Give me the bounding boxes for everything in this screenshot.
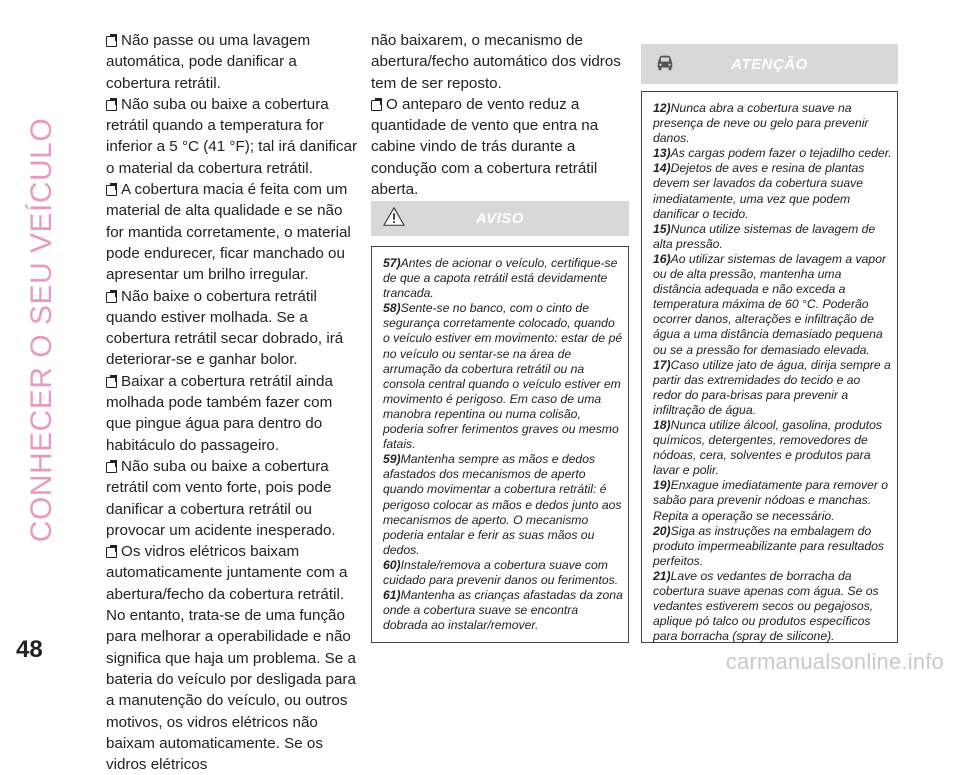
manual-bookmark-icon (371, 99, 383, 110)
aviso-header (371, 201, 629, 236)
atencao-note: 18)Nunca utilize álcool, gasolina, produtos químicos, detergentes, removedores de nódoas, cera, solventes e produtos para lavar e polir. (653, 417, 883, 478)
manual-bookmark-icon (106, 376, 118, 387)
manual-bookmark-icon (106, 546, 118, 557)
atencao-note: 14)Dejetos de aves e resina de plantas devem ser lavados da cobertura suave imediatamente, uma vez que podem danificar o tecido. (653, 161, 865, 221)
paragraph: Não suba ou baixe a cobertura retrátil quando a temperatura for inferior a 5 °C (41 °F); tal irá danificar o material da cobertura retrátil. (106, 95, 358, 177)
aviso-title: AVISO (475, 210, 525, 227)
paragraph: Os vidros elétricos baixam automaticamente juntamente com a abertura/fecho da cobertura retrátil. No entanto, trata-se de uma função para melhorar a operabilidade e não significa que haja um problema. Se a bateria do veículo por desligada para a manutenção do veículo, ou outros motivos, os vidros elétricos não baixam automaticamente. Se os vidros elétricos (106, 543, 356, 774)
aviso-note: 60)Instale/remova a cobertura suave com cuidado para prevenir danos ou ferimentos. (383, 557, 619, 587)
atencao-header (641, 44, 898, 84)
atencao-note: 17)Caso utilize jato de água, dirija sempre a partir das extremidades do tecido e ao redor do para-brisas para prevenir a infiltração de água. (653, 357, 891, 417)
paragraph: Não baixe o cobertura retrátil quando estiver molhada. Se a cobertura retrátil secar dobrado, irá deteriorar-se e ganhar bolor. (106, 287, 344, 369)
atencao-note: 13)As cargas podem fazer o tejadilho ceder. (653, 146, 892, 161)
manual-bookmark-icon (106, 184, 118, 195)
atencao-title: ATENÇÃO (731, 56, 808, 73)
paragraph: Não suba ou baixe a cobertura retrátil com vento forte, pois pode danificar a cobertura retrátil ou provocar um acidente inesperado. (106, 457, 336, 539)
atencao-note: 12)Nunca abra a cobertura suave na presença de neve ou gelo para prevenir danos. (653, 101, 869, 146)
manual-bookmark-icon (106, 461, 118, 472)
atencao-note: 20)Siga as instruções na embalagem do produto impermeabilizante para resultados perfeitos. (653, 523, 885, 568)
atencao-box (641, 91, 898, 643)
atencao-note: 19)Enxague imediatamente para remover o sabão para prevenir nódoas e manchas. Repita a operação se necessário. (653, 478, 889, 523)
paragraph: A cobertura macia é feita com um material de alta qualidade e se não for mantida corretamente, o material pode endurecer, ficar manchado ou apresentar um brilho irregular. (106, 181, 351, 284)
aviso-note: 61)Mantenha as crianças afastadas da zona onde a cobertura suave se encontra dobrada ao instalar/remover. (383, 588, 623, 633)
aviso-box (371, 246, 629, 643)
aviso-note: 59)Mantenha sempre as mãos e dedos afastados dos mecanismos de aperto quando movimentar a cobertura retrátil: é perigoso colocar as mãos e dedos junto aos mecanismos de aperto. O mecanismo poderia entalar e ferir as suas mãos ou dedos. (383, 452, 622, 557)
atencao-note: 15)Nunca utilize sistemas de lavagem de alta pressão. (653, 221, 876, 251)
aviso-note: 58)Sente-se no banco, com o cinto de segurança corretamente colocado, quando o veículo estiver em movimento: estar de pé no veículo ou sentar-se na área de arrumação da cobertura retrátil ou na consola central quando o veículo estiver em movimento é perigoso. Em caso de uma manobra repentina ou numa colisão, poderia sofrer ferimentos graves ou mesmo fatais. (383, 301, 623, 452)
manual-bookmark-icon (106, 99, 118, 110)
manual-bookmark-icon (106, 291, 118, 302)
section-title: CONHECER O SEU VEÍCULO (25, 117, 58, 543)
atencao-note: 21)Lave os vedantes de borracha da cobertura suave apenas com água. Se os vedantes estiverem secos ou pegajosos, aplique pó talco ou produtos específicos para borracha (spray de silicone). (653, 568, 879, 644)
paragraph: O anteparo de vento reduz a quantidade de vento que entra na cabine vindo de trás durante a condução com a cobertura retrátil aberta. (371, 95, 599, 199)
paragraph: Não passe ou uma lavagem automática, pode danificar a cobertura retrátil. (106, 32, 311, 92)
watermark: carmanualsonline.info (725, 649, 944, 674)
continuation-text-column (371, 30, 629, 200)
paragraph-continuation: não baixarem, o mecanismo de abertura/fecho automático dos vidros tem de ser reposto. (371, 32, 621, 92)
atencao-note: 16)Ao utilizar sistemas de lavagem a vapor ou de alta pressão, mantenha uma distância adequada e não exceda a temperatura máxima de 60 °C. Poderão ocorrer danos, alterações e infiltração de água a uma distância demasiado pequena ou se a pressão for demasiado elevada. (653, 251, 887, 357)
main-text-column (106, 30, 358, 775)
page-number: 48 (16, 636, 43, 663)
manual-bookmark-icon (106, 35, 118, 46)
aviso-note: 57)Antes de acionar o veículo, certifique-se de que a capota retrátil está devidamente trancada. (383, 256, 618, 301)
paragraph: Baixar a cobertura retrátil ainda molhada pode também fazer com que pingue água para dentro do habitáculo do passageiro. (106, 372, 333, 454)
